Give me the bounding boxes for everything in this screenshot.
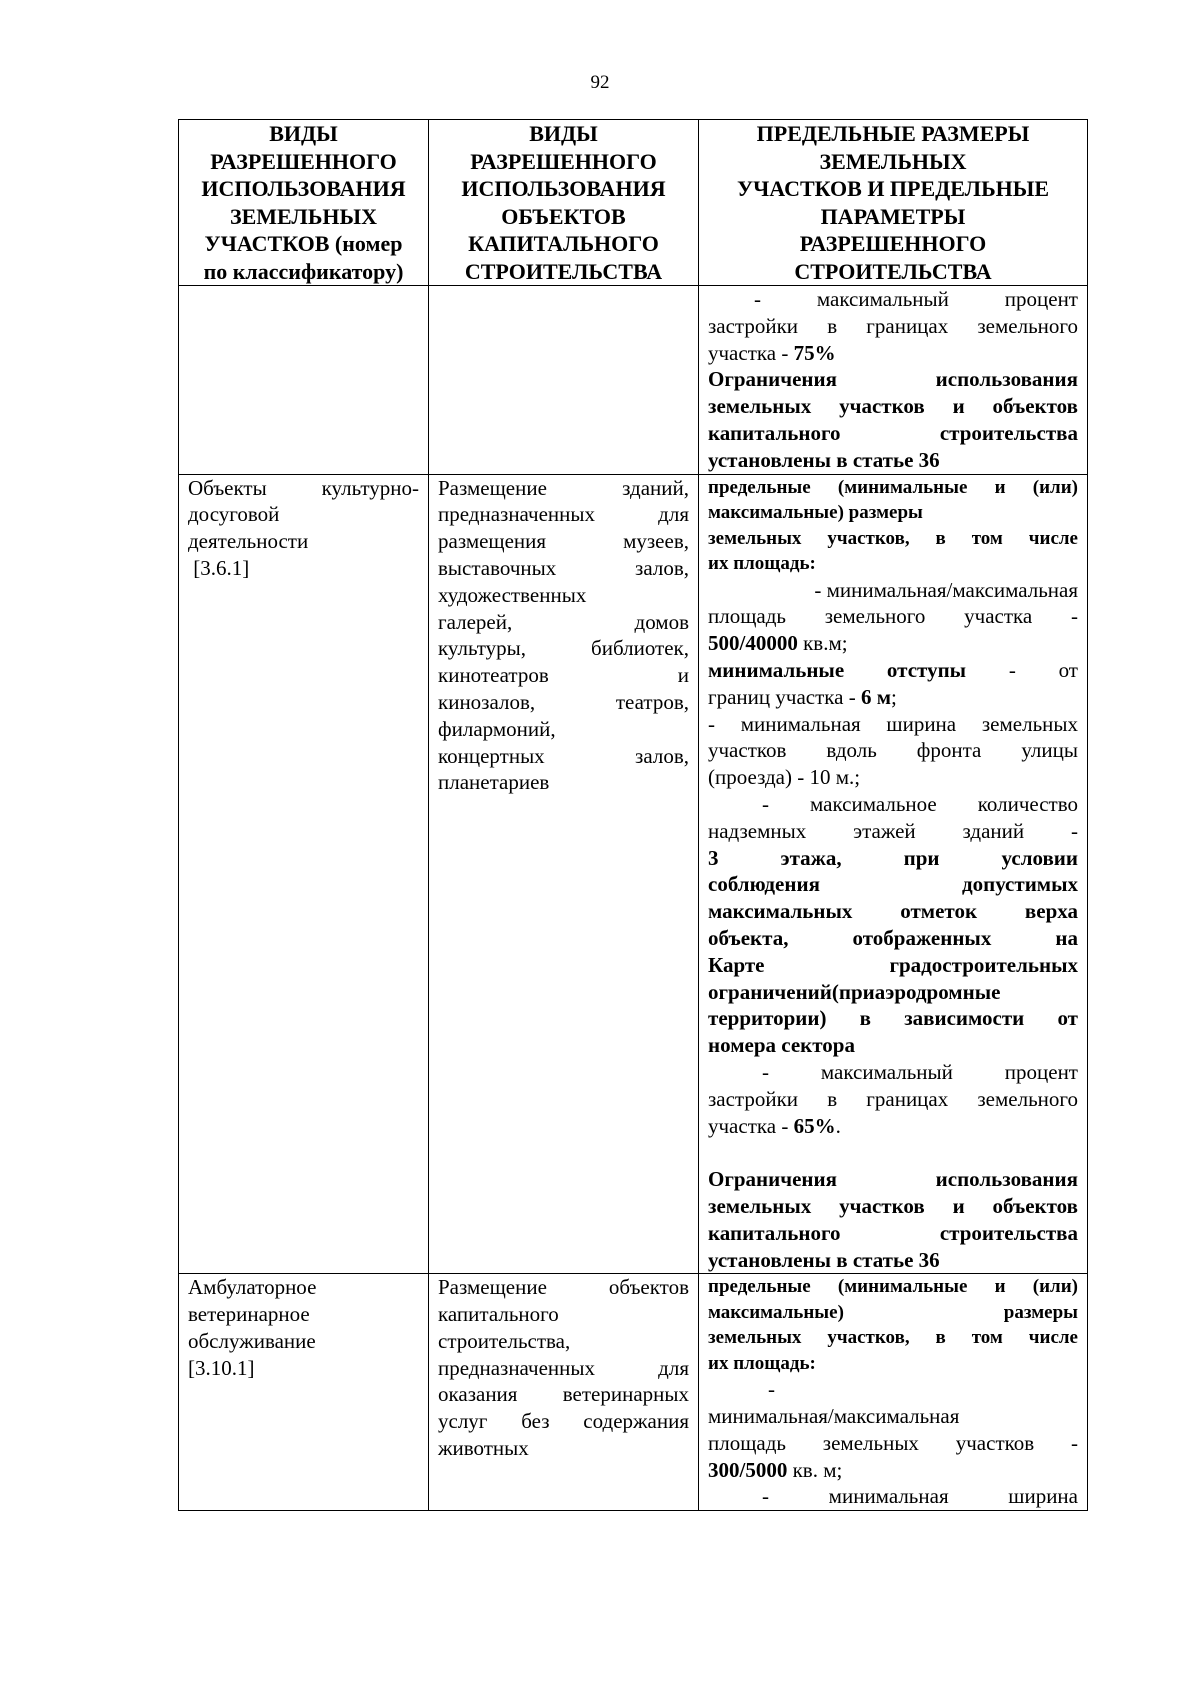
text-line: - минимальная ширина <box>762 1484 1078 1509</box>
text-line: ограничений(приаэродромные <box>708 979 1001 1004</box>
area-value: 300/5000 <box>708 1457 788 1482</box>
construction-types-cell <box>429 1274 699 1511</box>
text-fragment: ; <box>891 684 897 709</box>
text-line: предназначенных для <box>438 1355 689 1380</box>
text-fragment: участка - <box>708 1113 794 1138</box>
text-line <box>708 340 1078 367</box>
setback-value: 6 м <box>860 684 892 709</box>
header-line: ЗЕМЕЛЬНЫХ <box>230 203 377 229</box>
text-line: (проезда) - 10 м.; <box>708 765 861 790</box>
text-line: Карте градостроительных <box>708 952 1078 977</box>
text-line: обслуживание <box>188 1328 316 1353</box>
table-header-row <box>179 120 1088 286</box>
text-line: максимальные) размеры <box>708 1301 1078 1323</box>
text-line: концертных залов, <box>438 743 689 768</box>
header-line: ИСПОЛЬЗОВАНИЯ <box>201 176 406 201</box>
text-line: деятельности <box>188 529 309 554</box>
classifier-code: [3.6.1] <box>188 555 250 580</box>
text-line: - <box>768 1377 775 1402</box>
text-line: капитального <box>438 1302 559 1327</box>
header-line: УЧАСТКОВ И ПРЕДЕЛЬНЫЕ <box>736 176 1050 201</box>
header-line: СТРОИТЕЛЬСТВА <box>794 258 992 284</box>
restriction-line: установлены в статье 36 <box>708 1247 940 1272</box>
header-line: УЧАСТКОВ (номер <box>204 231 403 256</box>
table-row-veterinary <box>179 1274 1088 1511</box>
parameters-cell <box>699 1274 1088 1511</box>
text-line: площадь земельного участка - <box>708 604 1078 629</box>
header-line: ОБЪЕКТОВ <box>501 203 626 229</box>
text-line: художественных <box>438 582 587 607</box>
text-line: их площадь: <box>708 553 816 575</box>
text-line <box>708 657 1078 684</box>
text-line: застройки в границах земельного <box>708 313 1078 338</box>
header-line: РАЗРЕШЕННОГО <box>799 231 987 256</box>
percent-value: 75% <box>793 340 836 365</box>
text-line: кинозалов, театров, <box>438 689 689 714</box>
text-line: строительства, <box>438 1328 571 1353</box>
header-line: ИСПОЛЬЗОВАНИЯ <box>461 176 666 201</box>
text-line: надземных этажей зданий - <box>708 818 1078 843</box>
header-line: по классификатору) <box>203 258 404 284</box>
zoning-regulations-table <box>178 119 1088 1511</box>
text-line: максимальных отметок верха <box>708 899 1078 924</box>
text-line: галерей, домов <box>438 609 689 634</box>
parameters-cell <box>699 474 1088 1274</box>
classifier-code: [3.10.1] <box>188 1355 255 1380</box>
text-fragment: . <box>835 1113 841 1138</box>
parameters-cell <box>699 286 1088 475</box>
text-line: - минимальная/максимальная <box>814 577 1078 602</box>
text-line: - минимальная ширина земельных <box>708 711 1078 736</box>
text-line: площадь земельных участков - <box>708 1430 1078 1455</box>
text-line: услуг без содержания <box>438 1409 689 1434</box>
setback-label: минимальные отступы <box>708 657 967 682</box>
text-line: предельные (минимальные и (или) <box>708 1276 1078 1298</box>
text-line: - максимальное количество <box>762 791 1078 816</box>
text-line: участков вдоль фронта улицы <box>708 738 1078 763</box>
text-line: их площадь: <box>708 1352 816 1374</box>
construction-types-cell <box>429 474 699 1274</box>
page-number: 92 <box>590 72 610 93</box>
text-fragment: - от <box>966 657 1078 682</box>
text-line <box>708 684 1078 711</box>
header-line: РАЗРЕШЕННОГО <box>470 148 657 174</box>
text-line: предназначенных для <box>438 502 689 527</box>
text-line: соблюдения допустимых <box>708 872 1078 897</box>
restriction-line: капитального строительства <box>708 1220 1078 1245</box>
text-line: максимальные) размеры <box>708 502 923 524</box>
text-line: размещения музеев, <box>438 529 689 554</box>
header-line: СТРОИТЕЛЬСТВА <box>464 258 663 284</box>
text-line: Амбулаторное <box>188 1275 317 1300</box>
text-line: минимальная/максимальная <box>708 1404 960 1429</box>
text-line: кинотеатров и <box>438 663 689 688</box>
header-line: ЗЕМЕЛЬНЫХ <box>819 148 967 174</box>
text-line: Объекты культурно- <box>188 475 419 500</box>
blank-line <box>708 1139 1078 1166</box>
text-line: предельные (минимальные и (или) <box>708 476 1078 498</box>
table-row-continuation <box>179 286 1088 475</box>
text-line: - максимальный процент <box>754 287 1078 311</box>
header-line: ПРЕДЕЛЬНЫЕ РАЗМЕРЫ <box>756 121 1030 146</box>
text-line: культуры, библиотек, <box>438 636 689 661</box>
percent-value: 65% <box>793 1113 836 1138</box>
restriction-line: земельных участков и объектов <box>708 394 1078 419</box>
area-value: 500/40000 <box>708 631 798 656</box>
header-land-use-types <box>179 120 429 286</box>
header-line: ПАРАМЕТРЫ <box>820 203 966 229</box>
text-line: 3 этажа, при условии <box>708 845 1078 870</box>
restriction-line: капитального строительства <box>708 420 1078 445</box>
text-line <box>708 1457 1078 1484</box>
text-line: застройки в границах земельного <box>708 1086 1078 1111</box>
text-line: - максимальный процент <box>762 1059 1078 1084</box>
text-line: территории) в зависимости от <box>708 1006 1078 1031</box>
empty-cell <box>179 286 429 475</box>
header-capital-construction-types <box>429 120 699 286</box>
empty-cell <box>429 286 699 475</box>
text-line: оказания ветеринарных <box>438 1382 689 1407</box>
text-line <box>708 630 1078 657</box>
text-line <box>708 1113 1078 1140</box>
text-fragment: участка - <box>708 340 794 365</box>
header-line: РАЗРЕШЕННОГО <box>210 148 397 174</box>
land-use-cell <box>179 1274 429 1511</box>
text-line: номера сектора <box>708 1033 855 1058</box>
text-fragment: границ участка - <box>708 684 861 709</box>
text-line: филармоний, <box>438 716 556 741</box>
header-limit-parameters <box>699 120 1088 286</box>
land-use-cell <box>179 474 429 1274</box>
restriction-line: Ограничения использования <box>708 367 1078 392</box>
text-fragment: кв.м; <box>797 631 848 656</box>
text-line: земельных участков, в том числе <box>708 1327 1078 1349</box>
text-line: животных <box>438 1436 529 1461</box>
text-line: Размещение зданий, <box>438 475 689 500</box>
header-line: КАПИТАЛЬНОГО <box>468 231 659 256</box>
text-line: Размещение объектов <box>438 1275 689 1300</box>
table-row-cultural-leisure <box>179 474 1088 1274</box>
text-line: выставочных залов, <box>438 555 689 580</box>
header-line: ВИДЫ <box>269 121 338 146</box>
restriction-line: земельных участков и объектов <box>708 1193 1078 1218</box>
text-line: досуговой <box>188 502 280 527</box>
restriction-line: установлены в статье 36 <box>708 447 940 472</box>
text-line: планетариев <box>438 770 550 795</box>
restriction-line: Ограничения использования <box>708 1167 1078 1192</box>
header-line: ВИДЫ <box>529 121 598 146</box>
text-line: ветеринарное <box>188 1302 310 1327</box>
text-fragment: кв. м; <box>787 1457 843 1482</box>
text-line: земельных участков, в том числе <box>708 527 1078 549</box>
text-line: объекта, отображенных на <box>708 925 1078 950</box>
